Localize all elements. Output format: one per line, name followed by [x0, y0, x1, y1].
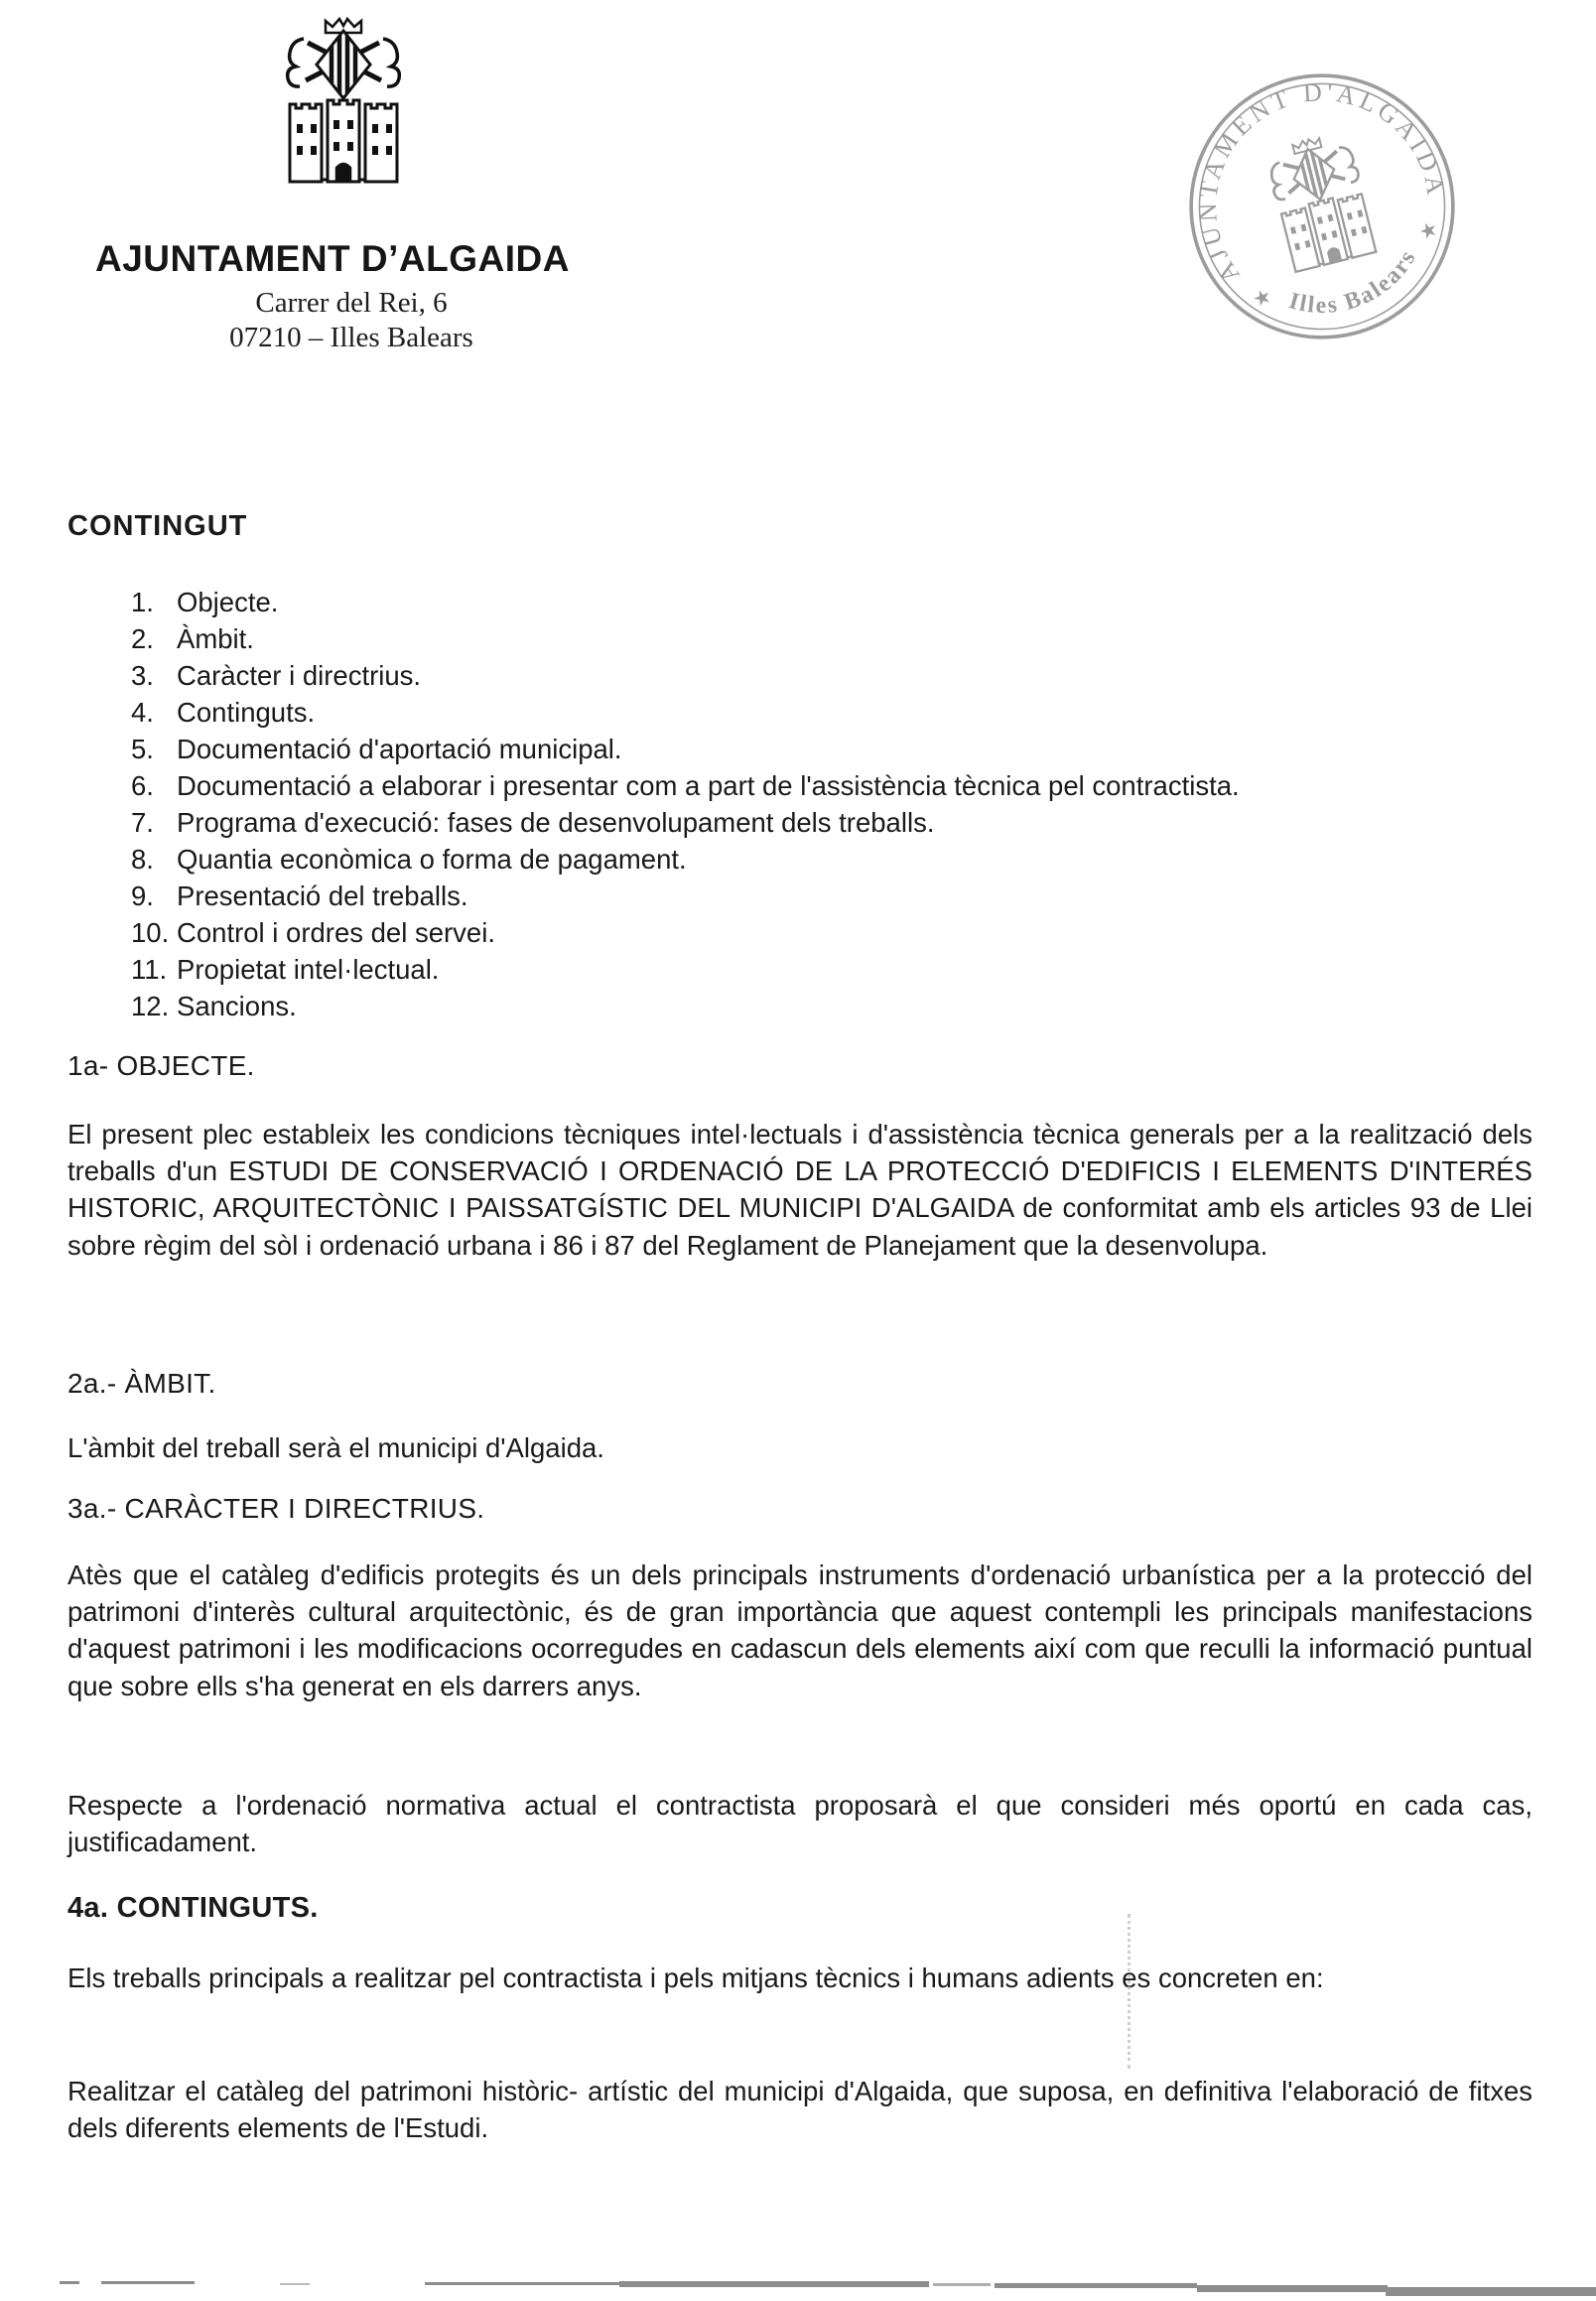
toc-item	[131, 988, 1540, 1024]
toc-item-number: 5.	[131, 734, 154, 764]
rubber-stamp	[1146, 31, 1498, 382]
stamp-star-left-icon: ★	[1249, 284, 1275, 313]
stamp-star-right-icon: ★	[1415, 216, 1442, 245]
paragraph-caracter-2: Respecte a l'ordenació normativa actual el contractista proposarà el que consideri més oportú en cada cas, justificadament.	[67, 1790, 1532, 1858]
paragraph-objecte: El present plec estableix les condicions tècniques intel·lectuals i d'assistència tècnica generals per a la realització dels treballs d'un ESTUDI DE CONSERVACIÓ I ORDENACIÓ DE LA PROTECCIÓ D'EDIFICIS I ELEMENTS D'INTERÉS HISTORIC, ARQUITECTÒNIC I PAISSATGÍSTIC DEL MUNICIPI D'ALGAIDA de conformitat amb els articles 93 de Llei sobre règim del sòl i ordenació urbana i 86 i 87 del Reglament de Planejament que la desenvolupa.	[67, 1119, 1532, 1261]
toc-item-number: 8.	[131, 844, 154, 875]
scanline-segment	[1386, 2287, 1596, 2296]
scanline-segment	[425, 2282, 623, 2285]
org-title: AJUNTAMENT D’ALGAIDA	[95, 238, 570, 279]
section-heading-objecte: 1a- OBJECTE.	[67, 1050, 255, 1081]
org-address	[95, 286, 607, 355]
toc-item	[131, 767, 1540, 804]
toc-item-label: Control i ordres del servei.	[177, 917, 495, 948]
toc-item-number: 3.	[131, 660, 154, 691]
paragraph-continguts-2: Realitzar el catàleg del patrimoni històric- artístic del municipi d'Algaida, que suposa, en definitiva l'elaboració de fitxes dels diferents elements de l'Estudi.	[67, 2076, 1532, 2144]
toc-item	[131, 878, 1540, 914]
scan-artifact-vertical-dots	[1128, 1914, 1130, 2069]
toc-item-label: Presentació del treballs.	[177, 880, 468, 911]
toc-item	[131, 620, 1540, 657]
toc-item	[131, 951, 1540, 988]
toc-item-number: 6.	[131, 770, 154, 801]
toc-item	[131, 584, 1540, 620]
toc-item-label: Caràcter i directrius.	[177, 660, 422, 691]
toc-item-number: 7.	[131, 807, 154, 838]
table-of-contents	[131, 584, 1540, 1024]
toc-item-label: Quantia econòmica o forma de pagament.	[177, 844, 687, 875]
section-heading-ambit: 2a.- ÀMBIT.	[67, 1368, 216, 1399]
stamp-bottom-text: Illes Balears	[1285, 244, 1422, 319]
toc-item	[131, 657, 1540, 694]
coat-of-arms-icon	[274, 16, 413, 189]
org-address-city: 07210 – Illes Balears	[229, 322, 473, 353]
paragraph-continguts-1: Els treballs principals a realitzar pel contractista i pels mitjans tècnics i humans adients es concreten en:	[67, 1963, 1324, 1993]
scanline-segment	[280, 2283, 310, 2285]
toc-item-number: 11.	[131, 954, 168, 985]
scanline-segment	[619, 2281, 929, 2287]
toc-item	[131, 731, 1540, 767]
section-heading-continguts: 4a. CONTINGUTS.	[67, 1892, 319, 1924]
toc-item-label: Continguts.	[177, 697, 316, 728]
toc-item	[131, 694, 1540, 731]
toc-item-label: Objecte.	[177, 587, 279, 617]
scanline-segment	[60, 2281, 79, 2284]
toc-item-label: Propietat intel·lectual.	[177, 954, 440, 985]
toc-item-label: Documentació a elaborar i presentar com a part de l'assistència tècnica pel contractista.	[177, 770, 1240, 801]
toc-item-number: 12.	[131, 991, 170, 1021]
paragraph-caracter-1: Atès que el catàleg d'edificis protegits és un dels principals instruments d'ordenació urbanística per a la protecció del patrimoni d'interès cultural arquitectònic, és de gran importància que aquest contempli les principals manifestacions d'aquest patrimoni i les modificacions ocorregudes en cadascun dels elements així com que reculli la informació puntual que sobre ells s'ha generat en els darrers anys.	[67, 1559, 1532, 1701]
scanline-segment	[1197, 2285, 1388, 2292]
org-address-street: Carrer del Rei, 6	[255, 287, 448, 319]
toc-item-label: Programa d'execució: fases de desenvolupament dels treballs.	[177, 807, 935, 838]
toc-item	[131, 804, 1540, 841]
toc-item-label: Àmbit.	[177, 623, 254, 654]
toc-item-number: 10.	[131, 917, 170, 948]
toc-item-label: Documentació d'aportació municipal.	[177, 734, 622, 764]
paragraph-ambit: L'àmbit del treball serà el municipi d'Algaida.	[67, 1432, 604, 1463]
toc-item-number: 9.	[131, 880, 154, 911]
scanline-segment	[933, 2283, 991, 2286]
stamp-top-text: AJUNTAMENT D'ALGAIDA	[1192, 76, 1452, 289]
toc-item-label: Sancions.	[177, 991, 297, 1021]
scan-artifact-bottom-line	[0, 2277, 1596, 2297]
scanline-segment	[101, 2281, 195, 2284]
toc-item-number: 1.	[131, 587, 154, 617]
toc-item	[131, 841, 1540, 878]
toc-item-number: 4.	[131, 697, 154, 728]
section-heading-caracter: 3a.- CARÀCTER I DIRECTRIUS.	[67, 1493, 485, 1524]
contents-heading: CONTINGUT	[67, 510, 248, 542]
stamp-bottom-text-wrap	[1278, 239, 1432, 338]
toc-item-number: 2.	[131, 623, 154, 654]
toc-item	[131, 914, 1540, 951]
scanline-segment	[995, 2283, 1197, 2288]
